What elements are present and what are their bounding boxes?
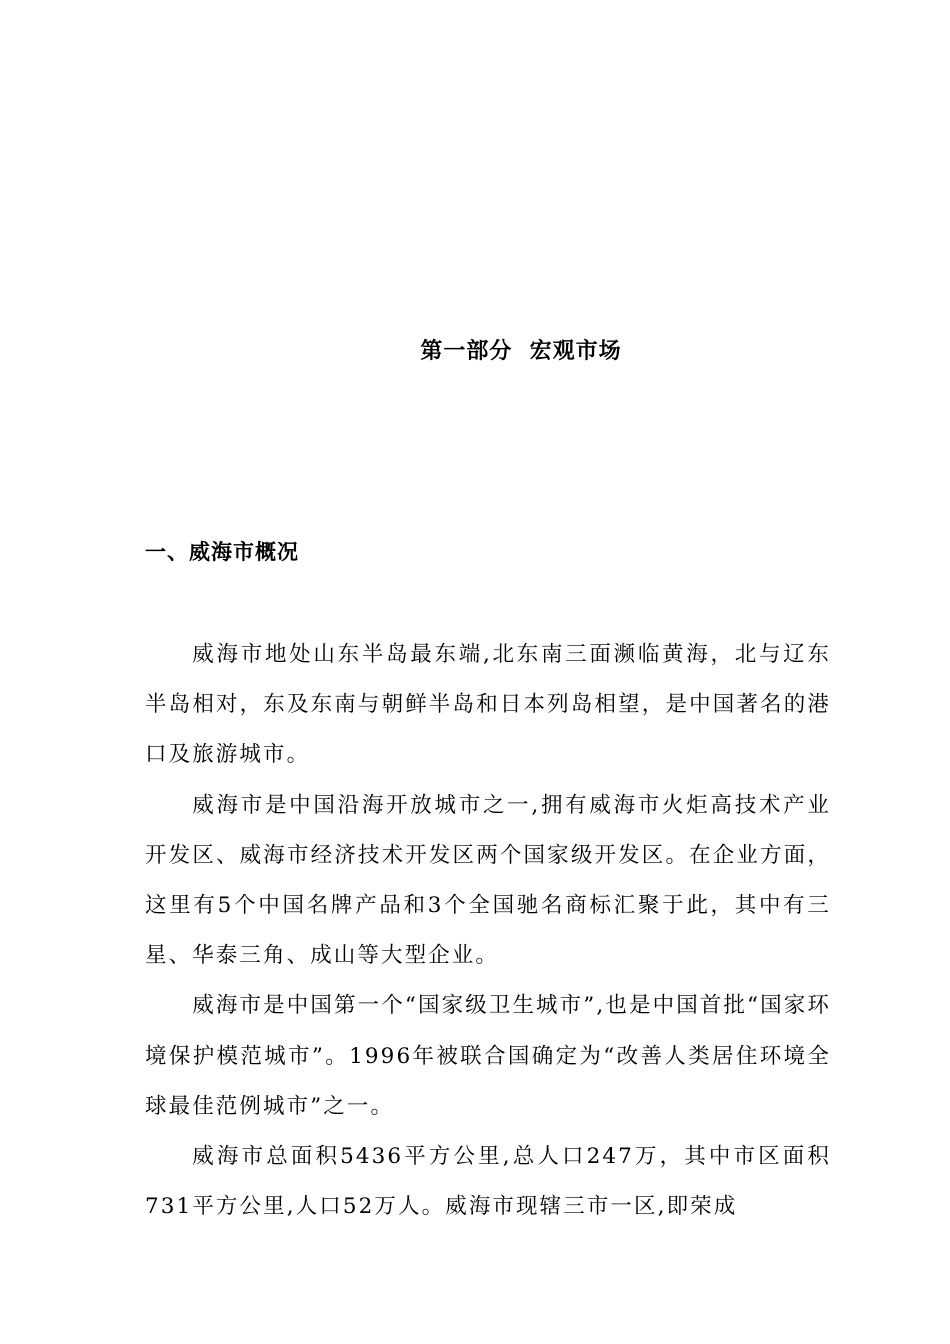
body-text (145, 630, 831, 1232)
paragraph-honors: 威海市是中国第一个“国家级卫生城市”,也是中国首批“国家环境保护模范城市”。1996年被联合国确定为“改善人类居住环境全球最佳范例城市”之一。 (145, 993, 831, 1119)
paragraph-area-population: 威海市总面积5436平方公里,总人口247万，其中市区面积731平方公里,人口52万人。威海市现辖三市一区,即荣成 (145, 1144, 831, 1220)
paragraph-location: 威海市地处山东半岛最东端,北东南三面濒临黄海，北与辽东半岛相对，东及东南与朝鲜半岛和日本列岛相望，是中国著名的港口及旅游城市。 (145, 642, 831, 768)
part-title: 第一部分 宏观市场 (420, 339, 622, 364)
paragraph-development-zones: 威海市是中国沿海开放城市之一,拥有威海市火炬高技术产业开发区、威海市经济技术开发区两个国家级开发区。在企业方面，这里有5个中国名牌产品和3个全国驰名商标汇聚于此，其中有三星、华泰三角、成山等大型企业。 (145, 792, 831, 969)
section-heading: 一、威海市概况 (145, 540, 299, 564)
